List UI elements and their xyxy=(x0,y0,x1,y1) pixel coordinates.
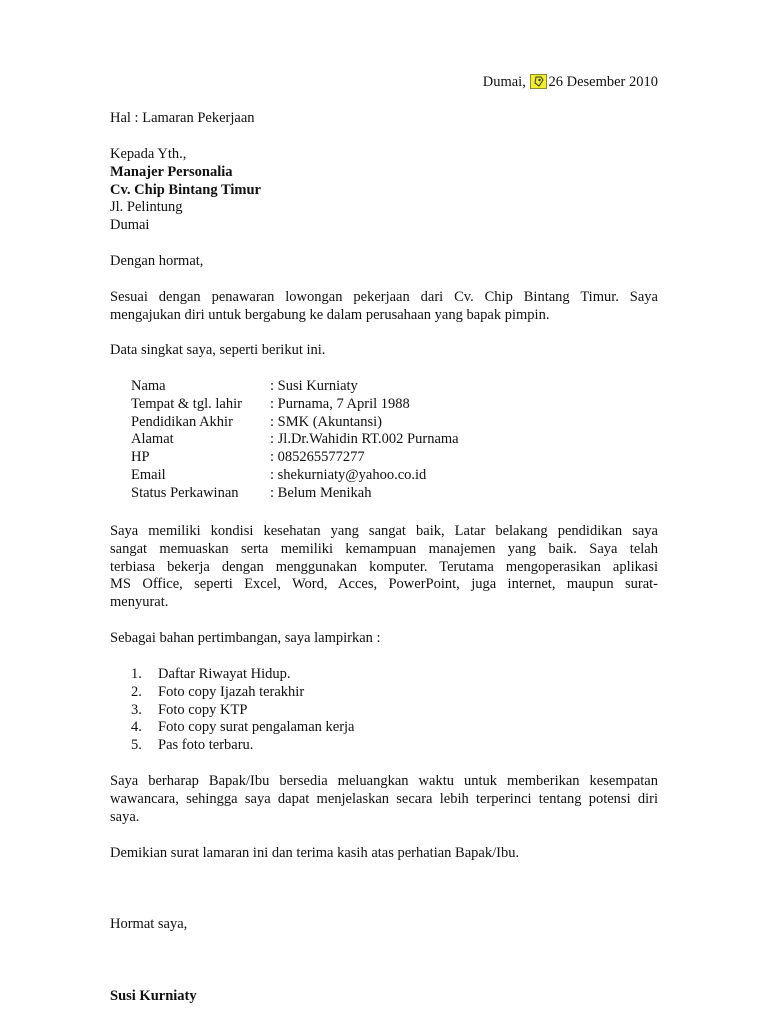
recipient-street: Jl. Pelintung xyxy=(110,199,183,216)
edit-field-icon-glyph xyxy=(531,75,546,88)
intro-paragraph xyxy=(110,289,658,325)
attachment-number: 3. xyxy=(131,701,142,718)
recipient-block xyxy=(110,146,658,235)
attachment-item xyxy=(110,684,355,702)
attachment-text: Pas foto terbaru. xyxy=(158,737,254,754)
hope-paragraph xyxy=(110,773,658,826)
attachment-item xyxy=(110,737,355,755)
personal-data-label: Pendidikan Akhir xyxy=(131,413,233,430)
recipient-title: Manajer Personalia xyxy=(110,163,233,180)
hope-line: saya. xyxy=(110,808,140,825)
edit-field-icon[interactable] xyxy=(530,74,547,89)
letter-page xyxy=(110,0,658,1024)
personal-data-value: : Purnama, 7 April 1988 xyxy=(270,395,410,412)
closing-greeting: Hormat saya, xyxy=(110,916,188,932)
qualification-line: Saya memiliki kondisi kesehatan yang sangat baik, Latar belakang pendidikan saya xyxy=(110,523,658,539)
personal-data-value: : Belum Menikah xyxy=(270,484,372,501)
letter-subject: Hal : Lamaran Pekerjaan xyxy=(110,110,255,126)
personal-data-value: : Jl.Dr.Wahidin RT.002 Purnama xyxy=(270,431,459,448)
attachment-item xyxy=(110,666,355,684)
personal-data-row xyxy=(131,449,459,467)
qualification-line: terbiasa bekerja dengan menggunakan komputer. Terutama mengoperasikan aplikasi xyxy=(110,558,658,575)
personal-data-row xyxy=(131,414,459,432)
signature-name: Susi Kurniaty xyxy=(110,988,197,1004)
qualification-line: sangat memuaskan serta memiliki kemampuan manajemen yang baik. Saya telah xyxy=(110,540,658,557)
letter-date-line xyxy=(483,74,658,92)
hope-line: Saya berharap Bapak/Ibu bersedia meluangkan waktu untuk memberikan kesempatan xyxy=(110,773,658,789)
personal-data-label: Status Perkawinan xyxy=(131,484,239,501)
attachment-text: Foto copy surat pengalaman kerja xyxy=(158,719,355,736)
qualification-paragraph xyxy=(110,523,658,612)
personal-data-table xyxy=(131,378,459,503)
personal-data-label: HP xyxy=(131,449,150,466)
intro-line: mengajukan diri untuk bergabung ke dalam perusahaan yang bapak pimpin. xyxy=(110,306,550,323)
recipient-company: Cv. Chip Bintang Timur xyxy=(110,181,261,198)
attachment-number: 4. xyxy=(131,719,142,736)
attachment-item xyxy=(110,719,355,737)
personal-data-value: : Susi Kurniaty xyxy=(270,378,358,394)
recipient-greeting: Kepada Yth., xyxy=(110,146,187,162)
personal-data-row xyxy=(131,378,459,396)
attachments-intro: Sebagai bahan pertimbangan, saya lampirkan : xyxy=(110,630,381,646)
date-city: Dumai, xyxy=(482,74,526,90)
attachment-text: Foto copy Ijazah terakhir xyxy=(158,683,305,700)
attachments-list xyxy=(110,666,355,755)
personal-data-value: : shekurniaty@yahoo.co.id xyxy=(270,466,427,483)
letter-date: 26 Desember 2010 xyxy=(548,74,658,90)
attachment-text: Daftar Riwayat Hidup. xyxy=(158,666,291,682)
qualification-line: menyurat. xyxy=(110,594,169,611)
attachment-number: 2. xyxy=(131,683,142,700)
personal-data-label: Alamat xyxy=(131,431,174,448)
personal-data-row xyxy=(131,431,459,449)
attachment-item xyxy=(110,702,355,720)
personal-data-row xyxy=(131,467,459,485)
personal-data-row xyxy=(131,396,459,414)
personal-data-row xyxy=(131,485,459,503)
personal-data-value: : SMK (Akuntansi) xyxy=(270,413,382,430)
data-intro: Data singkat saya, seperti berikut ini. xyxy=(110,342,326,358)
salutation: Dengan hormat, xyxy=(110,253,204,269)
hope-line: wawancara, sehingga saya dapat menjelaskan secara lebih terperinci tentang potensi diri xyxy=(110,790,658,807)
personal-data-label: Tempat & tgl. lahir xyxy=(131,395,242,412)
recipient-city: Dumai xyxy=(110,217,150,234)
attachment-number: 5. xyxy=(131,737,142,754)
qualification-line: MS Office, seperti Excel, Word, Acces, PowerPoint, juga internet, maupun surat- xyxy=(110,576,658,593)
personal-data-label: Nama xyxy=(131,378,166,394)
intro-line: Sesuai dengan penawaran lowongan pekerjaan dari Cv. Chip Bintang Timur. Saya xyxy=(110,289,658,305)
attachment-number: 1. xyxy=(131,666,142,682)
attachment-text: Foto copy KTP xyxy=(158,701,248,718)
personal-data-label: Email xyxy=(131,466,166,483)
closing-paragraph: Demikian surat lamaran ini dan terima kasih atas perhatian Bapak/Ibu. xyxy=(110,845,520,861)
personal-data-value: : 085265577277 xyxy=(270,449,365,466)
